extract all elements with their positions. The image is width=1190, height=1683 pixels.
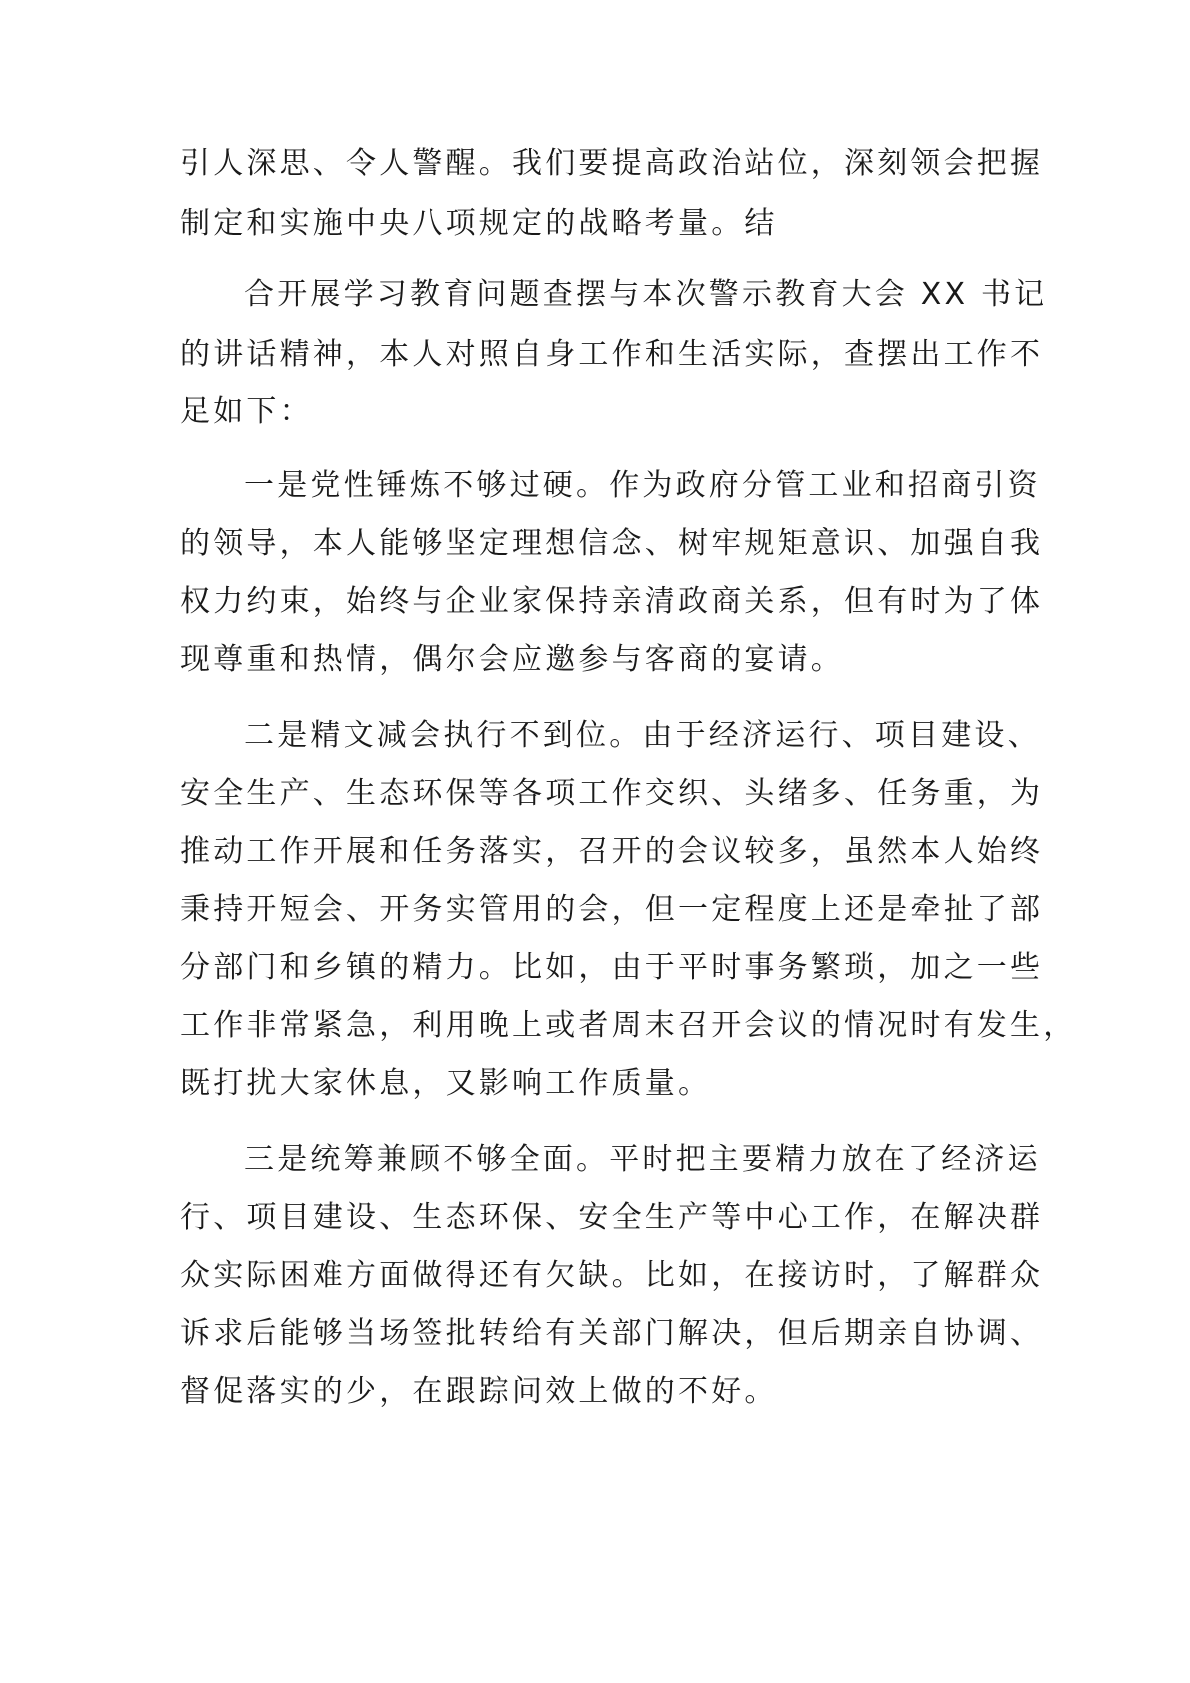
text-line: 秉持开短会、开务实管用的会，但一定程度上还是牵扯了部	[180, 892, 1044, 927]
text-line: 行、项目建设、生态环保、安全生产等中心工作，在解决群	[180, 1200, 1044, 1235]
paragraph-first-line: 合开展学习教育问题查摆与本次警示教育大会 XX 书记	[244, 277, 1048, 312]
text-line: 既打扰大家休息，又影响工作质量。	[180, 1066, 712, 1101]
text-line: 众实际困难方面做得还有欠缺。比如，在接访时，了解群众	[180, 1258, 1044, 1293]
text-line: 足如下：	[180, 394, 313, 429]
text-line: 的领导，本人能够坚定理想信念、树牢规矩意识、加强自我	[180, 526, 1044, 561]
text-line: 诉求后能够当场签批转给有关部门解决，但后期亲自协调、	[180, 1316, 1044, 1351]
text-line: 权力约束，始终与企业家保持亲清政商关系，但有时为了体	[180, 584, 1044, 619]
text-line: 督促落实的少，在跟踪问效上做的不好。	[180, 1374, 778, 1409]
paragraph-first-line: 二是精文减会执行不到位。由于经济运行、项目建设、	[244, 718, 1041, 753]
text-line: 安全生产、生态环保等各项工作交织、头绪多、任务重，为	[180, 776, 1044, 811]
text-line: 推动工作开展和任务落实，召开的会议较多，虽然本人始终	[180, 834, 1044, 869]
paragraph-first-line: 三是统筹兼顾不够全面。平时把主要精力放在了经济运	[244, 1142, 1041, 1177]
text-line: 分部门和乡镇的精力。比如，由于平时事务繁琐，加之一些	[180, 950, 1044, 985]
text-line: 现尊重和热情，偶尔会应邀参与客商的宴请。	[180, 642, 844, 677]
paragraph-first-line: 一是党性锤炼不够过硬。作为政府分管工业和招商引资	[244, 468, 1041, 503]
text-line: 的讲话精神，本人对照自身工作和生活实际，查摆出工作不	[180, 337, 1044, 372]
text-line: 引人深思、令人警醒。我们要提高政治站位，深刻领会把握	[180, 146, 1044, 181]
text-line: 工作非常紧急，利用晚上或者周末召开会议的情况时有发生，	[180, 1008, 1077, 1043]
text-line: 制定和实施中央八项规定的战略考量。结	[180, 206, 778, 241]
